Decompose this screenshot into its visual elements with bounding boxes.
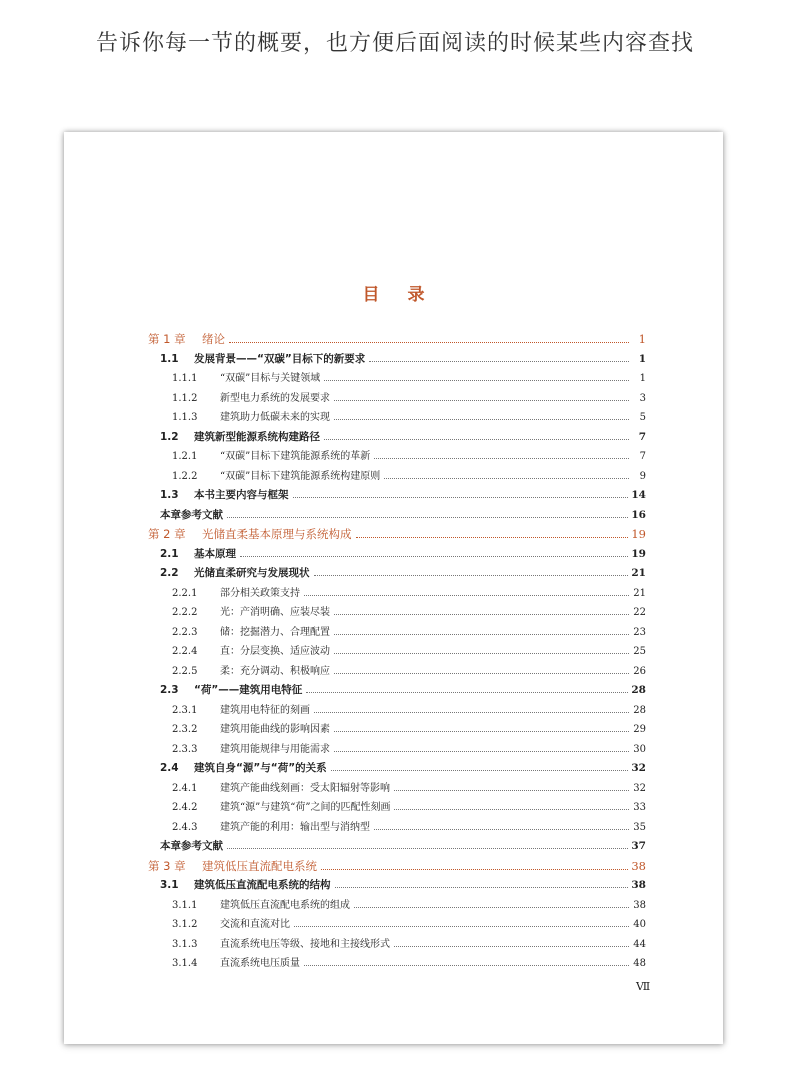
toc-entry-page: 35 (633, 821, 646, 833)
toc-entry-title: “双碳”目标与关键领域 (220, 373, 321, 384)
toc-entry-title: 建筑“源”与建筑“荷”之间的匹配性刻画 (220, 802, 391, 813)
toc-entry-number: 1.3 (160, 489, 179, 501)
dot-leader (229, 332, 629, 343)
toc-entry-sub (148, 720, 646, 740)
dot-leader (334, 624, 629, 635)
toc-entry-page: 21 (631, 567, 646, 579)
toc-entry-number: 3.1.3 (172, 938, 198, 950)
toc-entry-sub (148, 447, 646, 467)
toc-entry-page: 19 (631, 547, 646, 560)
toc-entry-chapter (148, 330, 646, 350)
toc-entry-number: 第 2 章 (148, 527, 186, 541)
toc-title: 目录 (362, 285, 453, 305)
toc-entry-section (148, 428, 646, 448)
toc-entry-title: 建筑用能规律与用能需求 (220, 743, 330, 755)
toc-entry-section (148, 564, 646, 584)
dot-leader (334, 390, 629, 401)
toc-entry-sub (148, 642, 646, 662)
toc-entry-page: 40 (633, 919, 646, 930)
toc-entry-title: 直流系统电压等级、接地和主接线形式 (220, 938, 390, 950)
toc-entry-sub (148, 369, 646, 389)
dot-leader (334, 741, 629, 752)
toc-entry-page: 22 (633, 607, 646, 618)
dot-leader (369, 351, 629, 362)
toc-entry-number: 1.1.3 (172, 412, 198, 423)
toc-entry-title: 建筑用电特征的刻画 (220, 704, 310, 716)
toc-entry-title: “荷”——建筑用电特征 (194, 684, 303, 696)
toc-entry-number: 2.2.3 (172, 626, 198, 638)
dot-leader (334, 721, 629, 732)
toc-entry-page: 23 (633, 626, 646, 638)
toc-entry-number: 2.4.3 (172, 821, 198, 833)
toc-entry-number: 2.4.1 (172, 782, 198, 794)
toc-entry-page: 38 (633, 899, 646, 911)
toc-entry-sub (148, 818, 646, 838)
dot-leader (335, 877, 629, 888)
toc-entry-page: 32 (633, 782, 646, 794)
toc-entry-number: 1.2.1 (172, 451, 198, 462)
dot-leader (394, 780, 629, 791)
toc-entry-page: 21 (633, 587, 646, 599)
toc-entry-title: 建筑自身“源”与“荷”的关系 (194, 762, 327, 774)
toc-entry-title: 建筑低压直流配电系统 (202, 858, 317, 873)
dot-leader (334, 409, 629, 420)
toc-entry-page: 1 (639, 373, 646, 384)
toc-entry-number: 2.2.5 (172, 665, 198, 677)
toc-entry-title: 绪论 (202, 332, 225, 346)
dot-leader (356, 527, 629, 538)
toc-entry-page: 29 (633, 724, 646, 735)
page-caption: 告诉你每一节的概要，也方便后面阅读的时候某些内容查找 (95, 31, 694, 56)
toc-entry-number: 2.1 (160, 547, 179, 560)
toc-entry-number: 3.1.4 (172, 958, 198, 969)
toc-entry-sub (148, 701, 646, 721)
toc-entry-number: 1.1 (160, 352, 179, 365)
toc-entry-sub (148, 623, 646, 643)
toc-entry-number: 第 1 章 (148, 332, 186, 346)
toc-entry-title: 光：产消明确、应装尽装 (220, 607, 330, 618)
toc-entry-title: “双碳”目标下建筑能源系统的革新 (220, 451, 371, 462)
toc-entry-ref (148, 837, 646, 857)
toc-entry-title: 建筑新型能源系统构建路径 (194, 430, 320, 443)
dot-leader (227, 507, 628, 518)
dot-leader (384, 468, 629, 479)
toc-entry-title: 储：挖掘潜力、合理配置 (220, 626, 330, 638)
toc-entry-title: 本章参考文献 (160, 840, 223, 852)
dot-leader (394, 936, 629, 947)
dot-leader (304, 955, 629, 966)
toc-entry-page: 38 (631, 858, 646, 873)
toc-entry-title: 发展背景——“双碳”目标下的新要求 (194, 352, 366, 365)
toc-entry-number: 2.3.1 (172, 704, 198, 716)
toc-entry-number: 2.4.2 (172, 802, 198, 813)
toc-entry-number: 3.1.2 (172, 919, 198, 930)
dot-leader (304, 585, 629, 596)
book-page (64, 132, 723, 1044)
toc-entry-sub (148, 779, 646, 799)
toc-entry-number: 1.1.1 (172, 373, 198, 384)
toc-entry-number: 2.4 (160, 762, 179, 774)
toc-entry-page: 28 (633, 704, 646, 716)
toc-entry-page: 16 (631, 508, 646, 521)
dot-leader (293, 487, 629, 498)
dot-leader (374, 819, 629, 830)
toc-entry-title: 直：分层变换、适应波动 (220, 646, 330, 657)
toc-entry-section (148, 681, 646, 701)
toc-entry-number: 2.3 (160, 684, 179, 696)
toc-entry-title: 建筑产能的利用：输出型与消纳型 (220, 821, 370, 833)
toc-entry-number: 第 3 章 (148, 858, 186, 873)
toc-entry-page: 1 (638, 332, 646, 346)
toc-entry-page: 3 (639, 392, 646, 404)
toc-entry-number: 1.1.2 (172, 392, 198, 404)
toc-entry-number: 2.3.3 (172, 743, 198, 755)
toc-entry-page: 48 (633, 958, 646, 969)
dot-leader (374, 448, 629, 459)
toc-entry-sub (148, 954, 646, 974)
dot-leader (321, 859, 628, 870)
toc-entry-sub (148, 935, 646, 955)
toc-entry-title: 建筑低压直流配电系统的结构 (194, 879, 331, 891)
toc-entry-page: 25 (633, 646, 646, 657)
toc-entry-title: 交流和直流对比 (220, 919, 290, 930)
toc-entry-number: 3.1.1 (172, 899, 198, 911)
toc-entry-number: 2.2.2 (172, 607, 198, 618)
toc-entry-sub (148, 603, 646, 623)
toc-entry-title: 部分相关政策支持 (220, 587, 300, 599)
toc-entry-chapter (148, 857, 646, 877)
toc-entry-page: 5 (639, 412, 646, 423)
toc-entry-page: 32 (631, 762, 646, 774)
dot-leader (334, 663, 629, 674)
toc-entry-section (148, 545, 646, 565)
dot-leader (354, 897, 629, 908)
dot-leader (394, 799, 629, 810)
toc-entry-sub (148, 662, 646, 682)
toc-entry-number: 1.2.2 (172, 470, 198, 482)
toc-entry-sub (148, 740, 646, 760)
toc-entry-sub (148, 798, 646, 818)
dot-leader (331, 760, 629, 771)
toc-entry-sub (148, 584, 646, 604)
toc-entry-page: 9 (639, 470, 646, 482)
toc-entry-section (148, 876, 646, 896)
toc-entry-sub (148, 389, 646, 409)
toc-entry-title: 建筑产能曲线刻画：受太阳辐射等影响 (220, 782, 390, 794)
toc-entry-sub (148, 896, 646, 916)
toc-entry-title: 光储直柔研究与发展现状 (194, 567, 310, 579)
toc-entry-number: 2.2 (160, 567, 179, 579)
toc-entry-page: 14 (631, 489, 646, 501)
toc-entry-ref (148, 506, 646, 526)
toc-entry-page: 7 (639, 451, 646, 462)
toc-entry-section (148, 759, 646, 779)
page-folio: Ⅶ (636, 980, 651, 993)
toc-entry-section (148, 350, 646, 370)
toc-entry-sub (148, 467, 646, 487)
toc-entry-page: 44 (633, 938, 646, 950)
toc-entry-number: 2.2.4 (172, 646, 198, 657)
toc-entry-page: 7 (638, 430, 646, 443)
toc-entry-page: 19 (631, 527, 646, 541)
toc-entry-chapter (148, 525, 646, 545)
toc-entry-page: 38 (631, 879, 646, 891)
toc-entry-page: 33 (633, 802, 646, 813)
toc-entry-page: 26 (633, 665, 646, 677)
toc-entry-page: 30 (633, 743, 646, 755)
dot-leader (334, 604, 629, 615)
toc-entry-sub (148, 408, 646, 428)
toc-entry-title: 新型电力系统的发展要求 (220, 392, 330, 404)
toc-list (148, 330, 646, 974)
dot-leader (306, 682, 628, 693)
toc-entry-number: 2.3.2 (172, 724, 198, 735)
toc-entry-title: 基本原理 (194, 547, 236, 560)
toc-entry-title: “双碳”目标下建筑能源系统构建原则 (220, 470, 381, 482)
toc-entry-title: 建筑低压直流配电系统的组成 (220, 899, 350, 911)
dot-leader (314, 702, 629, 713)
dot-leader (294, 916, 629, 927)
toc-entry-page: 1 (638, 352, 646, 365)
toc-entry-page: 28 (631, 684, 646, 696)
toc-entry-title: 建筑助力低碳未来的实现 (220, 412, 330, 423)
dot-leader (240, 546, 628, 557)
dot-leader (324, 370, 629, 381)
toc-entry-number: 1.2 (160, 430, 179, 443)
dot-leader (334, 643, 629, 654)
toc-entry-title: 光储直柔基本原理与系统构成 (202, 527, 352, 541)
toc-entry-page: 37 (631, 840, 646, 852)
toc-entry-sub (148, 915, 646, 935)
toc-entry-title: 建筑用能曲线的影响因素 (220, 724, 330, 735)
toc-entry-number: 3.1 (160, 879, 179, 891)
toc-entry-title: 直流系统电压质量 (220, 958, 300, 969)
toc-entry-title: 柔：充分调动、积极响应 (220, 665, 330, 677)
toc-entry-title: 本书主要内容与框架 (194, 489, 289, 501)
toc-entry-number: 2.2.1 (172, 587, 198, 599)
dot-leader (227, 838, 628, 849)
toc-entry-section (148, 486, 646, 506)
dot-leader (324, 429, 629, 440)
dot-leader (314, 565, 629, 576)
toc-entry-title: 本章参考文献 (160, 508, 223, 521)
